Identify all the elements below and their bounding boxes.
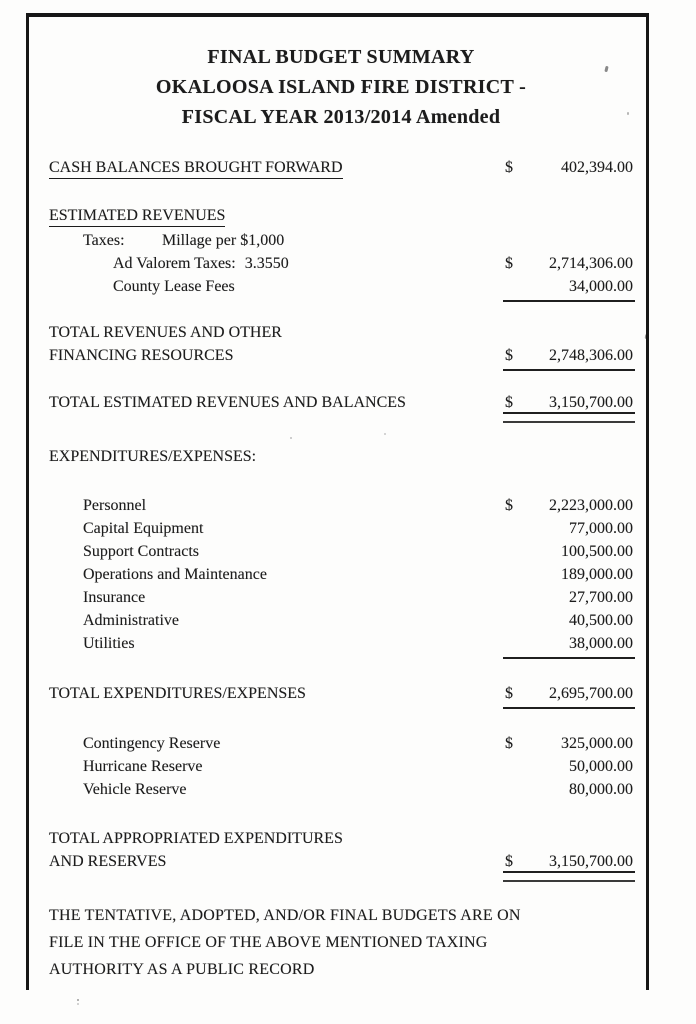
- total-appropriated-amount-cell: [505, 850, 633, 873]
- administrative-amount: 40,500.00: [569, 612, 633, 629]
- row-total-revenues: [49, 321, 633, 367]
- currency-symbol: $: [505, 853, 513, 870]
- row-cash-balances: [49, 156, 633, 179]
- row-administrative: Administrative 40,500.00: [49, 609, 633, 632]
- row-total-appropriated: [49, 827, 633, 873]
- total-expenditures-label: TOTAL EXPENDITURES/EXPENSES: [49, 685, 306, 702]
- notice-line-3: AUTHORITY AS A PUBLIC RECORD: [49, 961, 315, 978]
- total-estimated-amount-cell: [505, 391, 633, 414]
- public-record-notice: [49, 902, 633, 983]
- title-line-1: FINAL BUDGET SUMMARY: [207, 46, 475, 68]
- cash-balances-amount-cell: [505, 156, 633, 179]
- notice-line-1: THE TENTATIVE, ADOPTED, AND/OR FINAL BUDGETS ARE ON: [49, 907, 521, 924]
- document-title: [49, 42, 633, 132]
- cash-balances-label: CASH BALANCES BROUGHT FORWARD: [49, 156, 343, 179]
- row-operations-maintenance: Operations and Maintenance 189,000.00: [49, 563, 633, 586]
- ad-valorem-amount-cell: [505, 252, 633, 275]
- operations-maintenance-amount: 189,000.00: [561, 566, 633, 583]
- personnel-amount: 2,223,000.00: [549, 497, 633, 514]
- row-expenditures-header: [49, 445, 633, 468]
- row-personnel: Personnel $ 2,223,000.00: [49, 494, 633, 517]
- millage-rate-value: 3.3550: [244, 255, 289, 272]
- currency-symbol: $: [505, 735, 513, 752]
- row-county-lease-fees: [49, 275, 633, 298]
- document-border-frame: [26, 13, 649, 990]
- county-lease-label: County Lease Fees: [113, 278, 235, 295]
- support-contracts-amount: 100,500.00: [561, 543, 633, 560]
- row-estimated-revenues-header: [49, 204, 633, 227]
- row-utilities: Utilities 38,000.00: [49, 632, 633, 655]
- row-hurricane-reserve: Hurricane Reserve 50,000.00: [49, 755, 633, 778]
- row-total-estimated: [49, 391, 633, 414]
- ad-valorem-label: Ad Valorem Taxes: 3.3550: [113, 255, 289, 272]
- total-revenues-amount-cell: [505, 344, 633, 367]
- expenditure-items: [49, 494, 633, 655]
- capital-equipment-amount: 77,000.00: [569, 520, 633, 537]
- currency-symbol: $: [505, 159, 513, 176]
- row-vehicle-reserve: Vehicle Reserve 80,000.00: [49, 778, 633, 801]
- currency-symbol: $: [505, 497, 513, 514]
- reserve-items: [49, 732, 633, 801]
- total-appropriated-label: TOTAL APPROPRIATED EXPENDITURES AND RESERVES: [49, 830, 343, 870]
- title-line-2: OKALOOSA ISLAND FIRE DISTRICT -: [155, 76, 527, 98]
- document-content: [29, 17, 646, 983]
- utilities-amount: 38,000.00: [569, 635, 633, 652]
- taxes-millage-label: [49, 229, 284, 252]
- currency-symbol: $: [505, 347, 513, 364]
- notice-line-2: FILE IN THE OFFICE OF THE ABOVE MENTIONED TAXING: [49, 934, 488, 951]
- currency-symbol: $: [505, 255, 513, 272]
- expenditures-header: EXPENDITURES/EXPENSES:: [49, 448, 257, 465]
- row-ad-valorem: [49, 252, 633, 275]
- total-expenditures-amount-cell: [505, 682, 633, 705]
- currency-symbol: $: [505, 685, 513, 702]
- row-total-expenditures: [49, 682, 633, 705]
- total-revenues-label: TOTAL REVENUES AND OTHER FINANCING RESOURCES: [49, 324, 282, 364]
- row-support-contracts: Support Contracts 100,500.00: [49, 540, 633, 563]
- ad-valorem-amount: 2,714,306.00: [549, 255, 633, 272]
- row-taxes-millage: [49, 229, 633, 252]
- hurricane-reserve-amount: 50,000.00: [569, 758, 633, 775]
- title-line-3: FISCAL YEAR 2013/2014 Amended: [181, 106, 501, 128]
- total-estimated-amount: 3,150,700.00: [549, 394, 633, 411]
- taxes-label: Taxes:: [83, 232, 125, 249]
- insurance-amount: 27,700.00: [569, 589, 633, 606]
- currency-symbol: $: [505, 394, 513, 411]
- total-expenditures-amount: 2,695,700.00: [549, 685, 633, 702]
- vehicle-reserve-amount: 80,000.00: [569, 781, 633, 798]
- cash-balances-amount: 402,394.00: [561, 159, 633, 176]
- estimated-revenues-header: ESTIMATED REVENUES: [49, 204, 225, 227]
- row-contingency-reserve: Contingency Reserve $ 325,000.00: [49, 732, 633, 755]
- row-capital-equipment: Capital Equipment 77,000.00: [49, 517, 633, 540]
- total-estimated-label: TOTAL ESTIMATED REVENUES AND BALANCES: [49, 394, 406, 411]
- scan-speck: [77, 999, 79, 1001]
- total-appropriated-amount: 3,150,700.00: [549, 853, 633, 870]
- county-lease-amount-cell: [505, 275, 633, 298]
- millage-label: Millage per $1,000: [162, 232, 285, 249]
- row-insurance: Insurance 27,700.00: [49, 586, 633, 609]
- contingency-reserve-amount: 325,000.00: [561, 735, 633, 752]
- county-lease-amount: 34,000.00: [569, 278, 633, 295]
- total-revenues-amount: 2,748,306.00: [549, 347, 633, 364]
